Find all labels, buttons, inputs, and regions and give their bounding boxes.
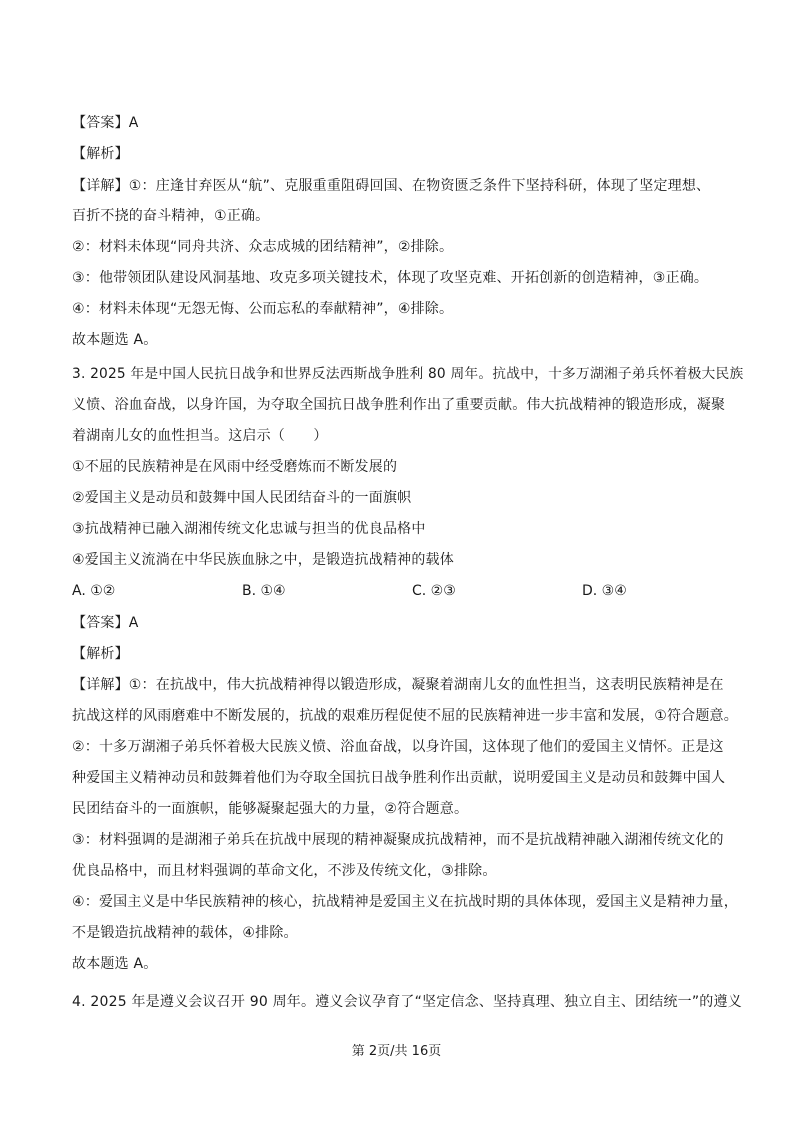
detail-text: 百折不挠的奋斗精神，①正确。 [72,208,270,224]
conclusion-text: 故本题选 A。 [72,956,158,972]
question-stem: 着湖南儿女的血性担当。这启示（ ） [72,428,328,444]
question-stem: 4. 2025 年是遵义会议召开 90 周年。遵义会议孕育了“坚定信念、坚持真理、独立自主、团结统一”的遵义 [72,994,742,1010]
analysis-label: 【解析】 [72,646,129,662]
detail-text: ④：材料未体现“无怨无悔、公而忘私的奉献精神”，④排除。 [72,301,454,317]
statement-2: ②爱国主义是动员和鼓舞中国人民团结奋斗的一面旗帜 [72,490,412,506]
detail-text: 【详解】①：在抗战中，伟大抗战精神得以锻造形成，凝聚着湖南儿女的血性担当，这表明民族精神是在 [72,677,724,693]
detail-text: 抗战这样的风雨磨难中不断发展的，抗战的艰难历程促使不屈的民族精神进一步丰富和发展，①符合题意。 [72,708,738,724]
detail-text: 种爱国主义精神动员和鼓舞着他们为夺取全国抗日战争胜利作出贡献，说明爱国主义是动员和鼓舞中国人 [72,770,726,786]
option-d: D. ③④ [582,583,627,599]
option-c: C. ②③ [412,583,456,599]
question-stem: 3. 2025 年是中国人民抗日战争和世界反法西斯战争胜利 80 周年。抗战中，十多万湖湘子弟兵怀着极大民族 [72,366,744,382]
detail-text: ③：他带领团队建设风洞基地、攻克多项关键技术，体现了攻坚克难、开拓创新的创造精神，③正确。 [72,270,709,286]
conclusion-text: 故本题选 A。 [72,332,158,348]
detail-text: 不是锻造抗战精神的载体，④排除。 [72,925,298,941]
statement-3: ③抗战精神已融入湖湘传统文化忠诚与担当的优良品格中 [72,521,426,537]
detail-text: 民团结奋斗的一面旗帜，能够凝聚起强大的力量，②符合题意。 [72,801,469,817]
option-a: A. ①② [72,583,116,599]
option-b: B. ①④ [242,583,286,599]
detail-text: ②：材料未体现“同舟共济、众志成城的团结精神”，②排除。 [72,239,454,255]
detail-text: ③：材料强调的是湖湘子弟兵在抗战中展现的精神凝聚成抗战精神，而不是抗战精神融入湖湘传统文化的 [72,832,724,848]
detail-text: ④：爱国主义是中华民族精神的核心，抗战精神是爱国主义在抗战时期的具体体现，爱国主义是精神力量， [72,894,738,910]
page-number-footer: 第 2页/共 16页 [351,1044,442,1059]
analysis-label: 【解析】 [72,146,129,162]
detail-text: ②：十多万湖湘子弟兵怀着极大民族义愤、浴血奋战，以身许国，这体现了他们的爱国主义情怀。正是这 [72,739,724,755]
detail-text: 【详解】①：庄逢甘弃医从“航”、克服重重阻碍回国、在物资匮乏条件下坚持科研，体现了坚定理想、 [72,178,711,194]
statement-1: ①不屈的民族精神是在风雨中经受磨炼而不断发展的 [72,459,398,475]
detail-text: 优良品格中，而且材料强调的革命文化，不涉及传统文化，③排除。 [72,863,497,879]
statement-4: ④爱国主义流淌在中华民族血脉之中，是锻造抗战精神的载体 [72,552,454,568]
question-stem: 义愤、浴血奋战，以身许国，为夺取全国抗日战争胜利作出了重要贡献。伟大抗战精神的锻造形成，凝聚 [72,397,726,413]
answer-label: 【答案】A [72,615,139,631]
answer-label: 【答案】A [72,115,139,131]
